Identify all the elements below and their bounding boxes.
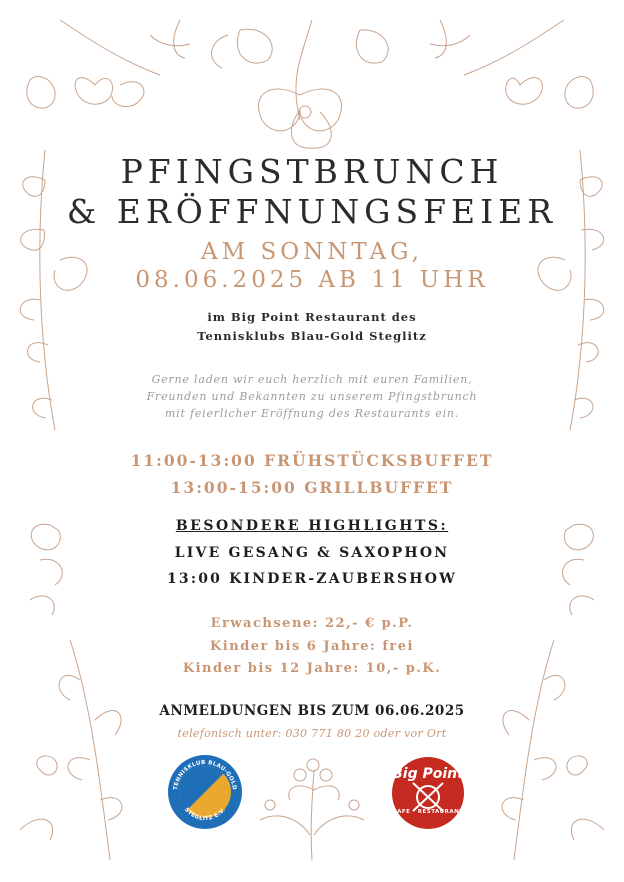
schedule-breakfast: 11:00-13:00 FRÜHSTÜCKSBUFFET — [130, 451, 494, 470]
invitation-line-2: Freunden und Bekannten zu unserem Pfingstbrunch — [146, 390, 478, 403]
big-point-name: Big Point — [392, 766, 464, 782]
tennis-club-city-text: STEGLITZ E.V. — [182, 806, 228, 823]
highlight-live-music: LIVE GESANG & SAXOPHON — [174, 545, 450, 561]
svg-text:STEGLITZ E.V. — [183, 807, 227, 822]
price-kids-6: Kinder bis 6 Jahre: frei — [210, 639, 414, 654]
tennis-club-name-text: TENNISKLUB BLAU-GOLD — [173, 759, 238, 791]
title-line-2: & ERÖFFNUNGSFEIER — [66, 192, 558, 231]
price-kids-12: Kinder bis 12 Jahre: 10,- p.K. — [182, 661, 442, 676]
tennis-club-ring-text — [168, 755, 242, 829]
price-adults: Erwachsene: 22,- € p.P. — [210, 616, 414, 631]
highlight-magic-show: 13:00 KINDER-ZAUBERSHOW — [166, 571, 458, 587]
schedule-grill: 13:00-15:00 GRILLBUFFET — [170, 478, 454, 497]
registration-deadline: ANMELDUNGEN BIS ZUM 06.06.2025 — [159, 703, 465, 719]
date-line-2: 08.06.2025 AB 11 UHR — [135, 267, 489, 293]
invitation-line-3: mit feierlicher Eröffnung des Restaurants ein. — [164, 407, 460, 420]
date-line-1: AM SONNTAG, — [201, 239, 423, 265]
invitation-line-1: Gerne laden wir euch herzlich mit euren Familien, — [151, 373, 473, 386]
highlights-heading: BESONDERE HIGHLIGHTS: — [175, 518, 449, 534]
svg-text:TENNISKLUB BLAU-GOLD — [173, 760, 237, 791]
tennis-club-logo — [168, 755, 242, 829]
venue-line-2: Tennisklubs Blau-Gold Steglitz — [197, 329, 427, 343]
title-line-1: PFINGSTBRUNCH — [120, 152, 504, 191]
registration-contact: telefonisch unter: 030 771 80 20 oder vor Ort — [177, 727, 447, 740]
big-point-logo — [392, 757, 464, 829]
big-point-subtitle: CAFE · RESTAURANT — [392, 809, 464, 815]
venue-line-1: im Big Point Restaurant des — [207, 310, 417, 324]
